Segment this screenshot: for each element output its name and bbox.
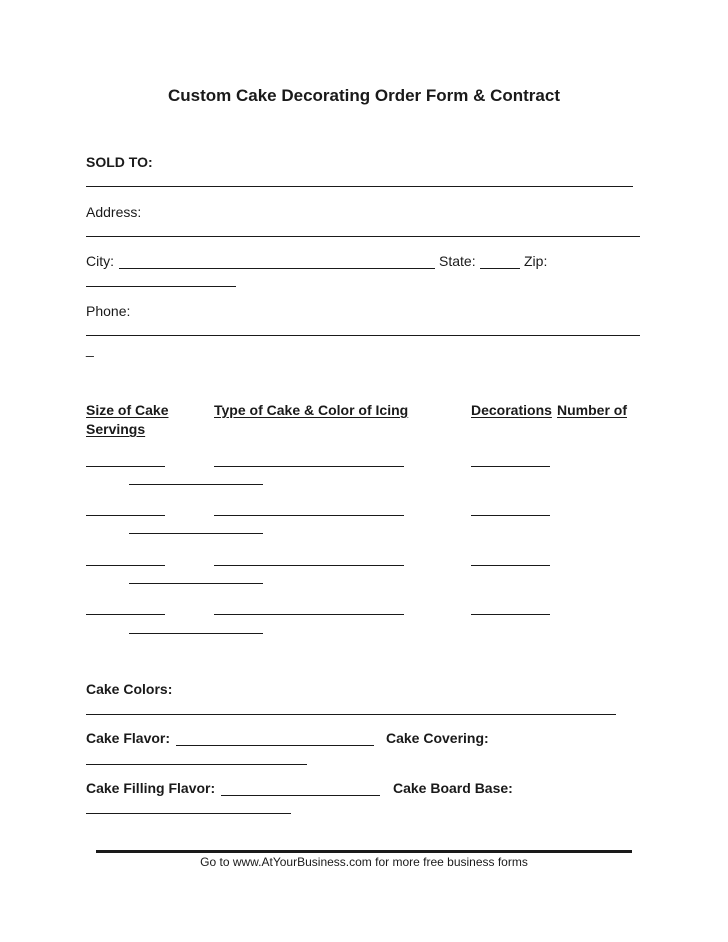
cake-flavor-label: Cake Flavor: bbox=[86, 730, 171, 746]
cake-colors-line[interactable] bbox=[86, 714, 616, 715]
header-size-of-cake: Size of Cake bbox=[86, 402, 169, 418]
state-line[interactable] bbox=[480, 268, 520, 269]
state-label: State: bbox=[439, 253, 476, 269]
city-label: City: bbox=[86, 253, 114, 269]
row-3-size-line[interactable] bbox=[86, 565, 165, 566]
row-3-type-line[interactable] bbox=[214, 565, 404, 566]
cake-flavor-line[interactable] bbox=[176, 745, 374, 746]
cake-filling-flavor-line[interactable] bbox=[221, 795, 380, 796]
row-3-decorations-line[interactable] bbox=[471, 565, 550, 566]
header-type-color: Type of Cake & Color of Icing bbox=[214, 402, 409, 418]
row-2-type-line[interactable] bbox=[214, 515, 404, 516]
row-4-servings-line[interactable] bbox=[129, 633, 263, 634]
cake-filling-flavor-label: Cake Filling Flavor: bbox=[86, 780, 216, 796]
sold-to-line[interactable] bbox=[86, 186, 633, 187]
row-4-type-line[interactable] bbox=[214, 614, 404, 615]
cake-board-base-line[interactable] bbox=[86, 813, 291, 814]
phone-label: Phone: bbox=[86, 303, 131, 319]
row-1-size-line[interactable] bbox=[86, 466, 165, 467]
cake-covering-label: Cake Covering: bbox=[386, 730, 489, 746]
zip-label: Zip: bbox=[524, 253, 548, 269]
row-4-size-line[interactable] bbox=[86, 614, 165, 615]
header-number-of: Number of bbox=[557, 402, 627, 418]
city-line[interactable] bbox=[119, 268, 435, 269]
address-label: Address: bbox=[86, 204, 142, 220]
cake-board-base-label: Cake Board Base: bbox=[393, 780, 513, 796]
row-2-size-line[interactable] bbox=[86, 515, 165, 516]
header-servings: Servings bbox=[86, 421, 146, 437]
address-line[interactable] bbox=[86, 236, 640, 237]
phone-line-trail: _ bbox=[86, 341, 94, 357]
page-title: Custom Cake Decorating Order Form & Contract bbox=[167, 86, 560, 105]
header-decorations: Decorations bbox=[471, 402, 552, 418]
footer-rule bbox=[96, 850, 632, 853]
row-1-servings-line[interactable] bbox=[129, 484, 263, 485]
row-1-type-line[interactable] bbox=[214, 466, 404, 467]
row-4-decorations-line[interactable] bbox=[471, 614, 550, 615]
cake-covering-line[interactable] bbox=[86, 764, 307, 765]
footer-text: Go to www.AtYourBusiness.com for more free business forms bbox=[200, 855, 528, 869]
row-2-decorations-line[interactable] bbox=[471, 515, 550, 516]
row-1-decorations-line[interactable] bbox=[471, 466, 550, 467]
zip-line[interactable] bbox=[86, 286, 236, 287]
row-2-servings-line[interactable] bbox=[129, 533, 263, 534]
row-3-servings-line[interactable] bbox=[129, 583, 263, 584]
cake-colors-label: Cake Colors: bbox=[86, 681, 173, 697]
sold-to-label: SOLD TO: bbox=[86, 154, 153, 170]
phone-line[interactable] bbox=[86, 335, 640, 336]
